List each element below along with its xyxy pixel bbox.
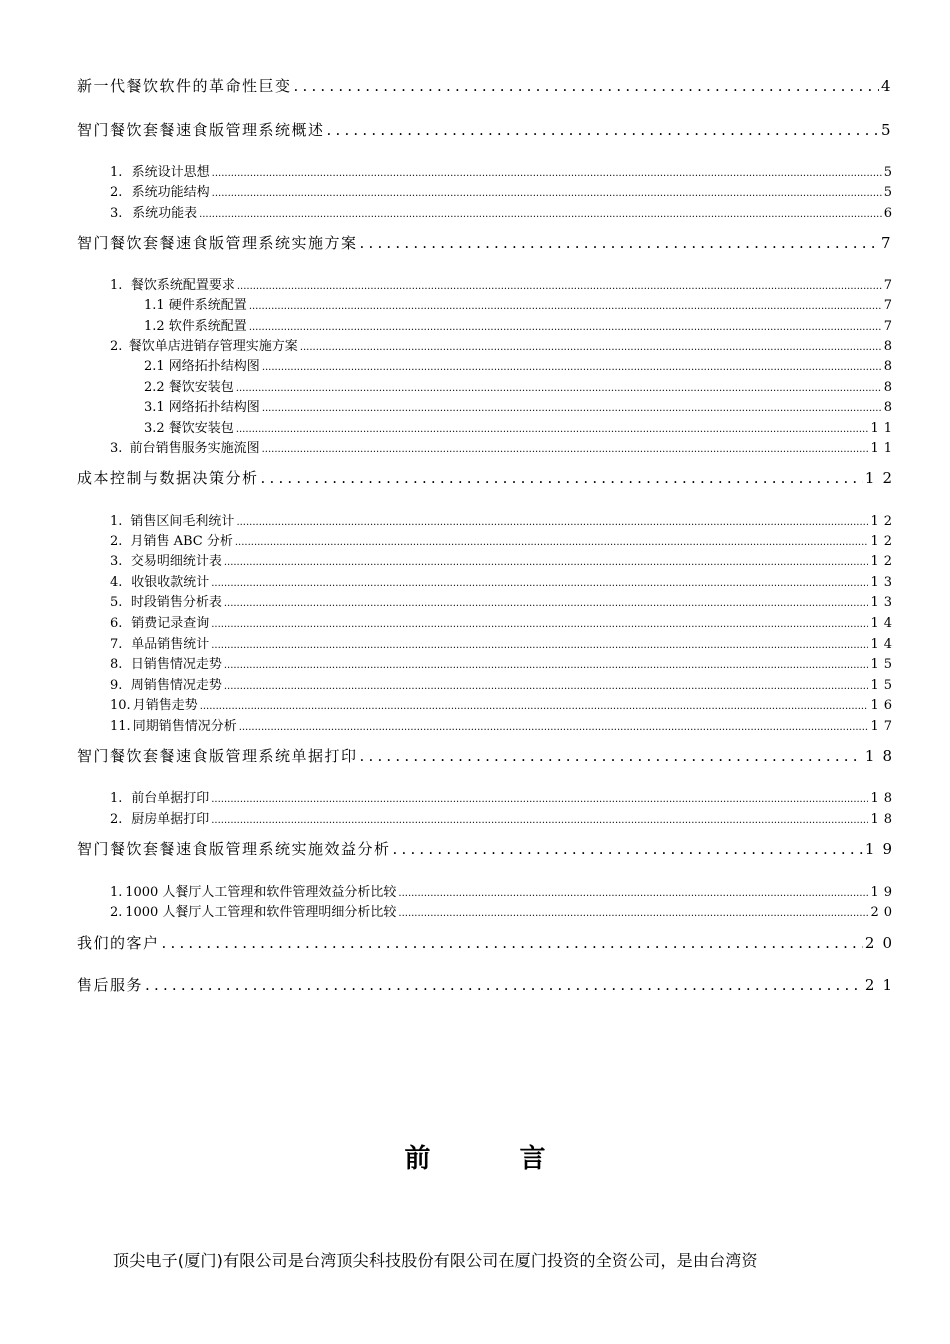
toc-dot-leader: [211, 791, 868, 806]
toc-dot-leader: [145, 976, 863, 994]
toc-entry-row[interactable]: [110, 202, 897, 221]
toc-dot-leader: [211, 637, 868, 652]
toc-page-number: 11: [870, 441, 897, 456]
toc-page-number: 19: [864, 840, 900, 858]
toc-dot-leader: [162, 934, 863, 952]
toc-dot-leader: [235, 534, 869, 549]
toc-entry-title: 成本控制与数据决策分析: [77, 469, 259, 487]
toc-page-number: 5: [883, 185, 897, 200]
toc-entry-title: 智门餐饮套餐速食版管理系统单据打印: [77, 747, 358, 765]
toc-entry-row[interactable]: [110, 437, 897, 456]
toc-entry-title: 前台单据打印: [131, 791, 210, 806]
toc-entry-title: 销售区间毛利统计: [130, 514, 235, 529]
toc-entry-number: 8.: [110, 657, 123, 672]
toc-entry-row[interactable]: [110, 591, 897, 610]
toc-page-number: 20: [870, 905, 897, 920]
toc-entry-row[interactable]: [110, 510, 897, 529]
toc-entry-row[interactable]: [110, 335, 897, 354]
toc-entry-number: 2.: [110, 534, 123, 549]
toc-entry-title: 同期销售情况分析: [132, 719, 237, 734]
toc-dot-leader: [236, 514, 868, 529]
toc-entry-title: 餐饮系统配置要求: [130, 278, 235, 293]
toc-entry-title: 1.2 软件系统配置: [144, 319, 247, 334]
toc-entry-title: 前台销售服务实施流图: [129, 441, 260, 456]
toc-entry-number: 1.: [110, 514, 123, 529]
toc-page-number: 4: [880, 77, 892, 95]
toc-entry-number: 11.: [110, 719, 131, 734]
toc-heading-row[interactable]: [77, 745, 900, 766]
toc-heading-row[interactable]: [77, 974, 900, 995]
toc-entry-title: 1000 人餐厅人工管理和软件管理明细分析比较: [125, 905, 397, 920]
toc-dot-leader: [262, 400, 882, 415]
toc-entry-row[interactable]: [110, 161, 897, 180]
toc-page-number: 15: [870, 657, 897, 672]
toc-entry-row[interactable]: [110, 181, 897, 200]
toc-page-number: 13: [870, 575, 897, 590]
toc-entry-row[interactable]: [110, 274, 897, 293]
toc-entry-title: 1000 人餐厅人工管理和软件管理效益分析比较: [125, 885, 397, 900]
toc-entry-number: 1.: [110, 165, 123, 180]
toc-entry-row[interactable]: [144, 294, 897, 313]
toc-entry-number: 1.: [110, 791, 123, 806]
toc-heading-row[interactable]: [77, 232, 892, 253]
toc-dot-leader: [249, 298, 882, 313]
toc-dot-leader: [224, 595, 869, 610]
toc-page-number: 5: [880, 121, 892, 139]
toc-page-number: 15: [870, 678, 897, 693]
toc-dot-leader: [300, 339, 882, 354]
toc-entry-row[interactable]: [110, 571, 897, 590]
toc-entry-row[interactable]: [144, 355, 897, 374]
toc-entry-title: 系统功能结构: [131, 185, 210, 200]
toc-dot-leader: [211, 812, 868, 827]
toc-entry-title: 交易明细统计表: [130, 554, 222, 569]
toc-entry-title: 日销售情况走势: [130, 657, 222, 672]
toc-entry-number: 3.: [110, 441, 123, 456]
toc-page-number: 17: [870, 719, 897, 734]
toc-entry-number: 1.: [110, 278, 123, 293]
toc-entry-title: 销费记录查询: [131, 616, 210, 631]
toc-page-number: 18: [864, 747, 900, 765]
toc-entry-row[interactable]: [144, 417, 897, 436]
toc-page-number: 21: [864, 976, 900, 994]
toc-dot-leader: [360, 747, 863, 765]
toc-entry-title: 2.1 网络拓扑结构图: [144, 359, 260, 374]
toc-entry-title: 1.1 硬件系统配置: [144, 298, 247, 313]
toc-page-number: 7: [880, 234, 892, 252]
toc-dot-leader: [212, 165, 882, 180]
toc-page-number: 11: [870, 421, 897, 436]
toc-entry-number: 2.: [110, 185, 123, 200]
toc-entry-title: 3.2 餐饮安装包: [144, 421, 234, 436]
toc-dot-leader: [398, 885, 868, 900]
toc-entry-number: 6.: [110, 616, 123, 631]
toc-dot-leader: [212, 185, 882, 200]
toc-dot-leader: [224, 554, 869, 569]
toc-entry-row[interactable]: [144, 376, 897, 395]
toc-dot-leader: [211, 616, 868, 631]
toc-dot-leader: [239, 719, 869, 734]
toc-entry-number: 3.: [110, 206, 123, 221]
toc-page-number: 8: [883, 359, 897, 374]
toc-entry-title: 时段销售分析表: [130, 595, 222, 610]
toc-entry-title: 智门餐饮套餐速食版管理系统概述: [77, 121, 325, 139]
toc-entry-row[interactable]: [110, 530, 897, 549]
toc-page-number: 8: [883, 380, 897, 395]
toc-entry-title: 系统设计思想: [131, 165, 210, 180]
toc-entry-title: 厨房单据打印: [131, 812, 210, 827]
toc-entry-number: 1.: [110, 885, 123, 900]
toc-dot-leader: [211, 575, 868, 590]
toc-dot-leader: [199, 206, 882, 221]
toc-entry-title: 周销售情况走势: [130, 678, 222, 693]
toc-entry-row[interactable]: [110, 901, 897, 920]
preface-paragraph: 顶尖电子(厦门)有限公司是台湾顶尖科技股份有限公司在厦门投资的全资公司，是由台湾资: [113, 1251, 758, 1270]
toc-entry-row[interactable]: [110, 612, 897, 631]
toc-entry-title: 我们的客户: [77, 934, 160, 952]
toc-entry-number: 9.: [110, 678, 123, 693]
toc-dot-leader: [398, 905, 868, 920]
toc-page-number: 12: [864, 469, 900, 487]
toc-entry-title: 系统功能表: [132, 206, 198, 221]
toc-entry-title: 2.2 餐饮安装包: [144, 380, 234, 395]
toc-entry-number: 2.: [110, 339, 123, 354]
toc-page-number: 5: [883, 165, 897, 180]
preface-title: 前 言: [404, 1144, 586, 1174]
toc-heading-row[interactable]: [77, 119, 892, 140]
toc-entry-row[interactable]: [110, 694, 897, 713]
toc-page-number: 20: [864, 934, 900, 952]
toc-entry-row[interactable]: [110, 715, 897, 734]
toc-dot-leader: [261, 469, 863, 487]
toc-dot-leader: [236, 380, 882, 395]
toc-dot-leader: [294, 77, 879, 95]
toc-page-number: 12: [870, 514, 897, 529]
toc-page-number: 7: [883, 278, 897, 293]
toc-dot-leader: [224, 657, 869, 672]
toc-dot-leader: [262, 359, 882, 374]
toc-entry-row[interactable]: [110, 550, 897, 569]
toc-dot-leader: [224, 678, 869, 693]
toc-heading-row[interactable]: [77, 838, 900, 859]
toc-dot-leader: [360, 234, 879, 252]
toc-page-number: 14: [870, 637, 897, 652]
toc-heading-row[interactable]: [77, 467, 900, 488]
toc-entry-row[interactable]: [110, 787, 897, 806]
toc-entry-number: 5.: [110, 595, 123, 610]
toc-entry-row[interactable]: [110, 674, 897, 693]
toc-entry-row[interactable]: [144, 396, 897, 415]
toc-entry-title: 单品销售统计: [131, 637, 210, 652]
toc-page-number: 12: [870, 534, 897, 549]
toc-entry-title: 收银收款统计: [131, 575, 210, 590]
toc-page-number: 18: [870, 812, 897, 827]
toc-page-number: 18: [870, 791, 897, 806]
toc-entry-number: 2.: [110, 812, 123, 827]
toc-entry-row[interactable]: [110, 653, 897, 672]
toc-dot-leader: [327, 121, 879, 139]
toc-entry-title: 月销售走势: [132, 698, 198, 713]
toc-entry-title: 新一代餐饮软件的革命性巨变: [77, 77, 292, 95]
toc-heading-row[interactable]: [77, 932, 900, 953]
toc-entry-number: 4.: [110, 575, 123, 590]
toc-entry-title: 月销售 ABC 分析: [130, 534, 233, 549]
toc-entry-number: 7.: [110, 637, 123, 652]
toc-page-number: 16: [870, 698, 897, 713]
toc-heading-row[interactable]: [77, 75, 892, 96]
toc-entry-title: 售后服务: [77, 976, 144, 994]
toc-dot-leader: [262, 441, 869, 456]
toc-page-number: 8: [883, 400, 897, 415]
toc-page-number: 13: [870, 595, 897, 610]
toc-page-number: 7: [883, 298, 897, 313]
toc-page-number: 8: [883, 339, 897, 354]
toc-entry-title: 智门餐饮套餐速食版管理系统实施效益分析: [77, 840, 391, 858]
toc-page-number: 14: [870, 616, 897, 631]
toc-page-number: 7: [883, 319, 897, 334]
toc-entry-title: 智门餐饮套餐速食版管理系统实施方案: [77, 234, 358, 252]
toc-entry-title: 3.1 网络拓扑结构图: [144, 400, 260, 415]
toc-entry-row[interactable]: [144, 315, 897, 334]
toc-dot-leader: [237, 278, 882, 293]
toc-page-number: 12: [870, 554, 897, 569]
toc-page-number: 19: [870, 885, 897, 900]
toc-dot-leader: [393, 840, 863, 858]
toc-entry-row[interactable]: [110, 881, 897, 900]
toc-page-number: 6: [883, 206, 897, 221]
toc-entry-title: 餐饮单店进销存管理实施方案: [128, 339, 298, 354]
toc-dot-leader: [249, 319, 882, 334]
toc-dot-leader: [200, 698, 869, 713]
toc-entry-row[interactable]: [110, 808, 897, 827]
toc-entry-row[interactable]: [110, 633, 897, 652]
toc-entry-number: 2.: [110, 905, 123, 920]
toc-entry-number: 3.: [110, 554, 123, 569]
toc-dot-leader: [236, 421, 869, 436]
toc-entry-number: 10.: [110, 698, 131, 713]
